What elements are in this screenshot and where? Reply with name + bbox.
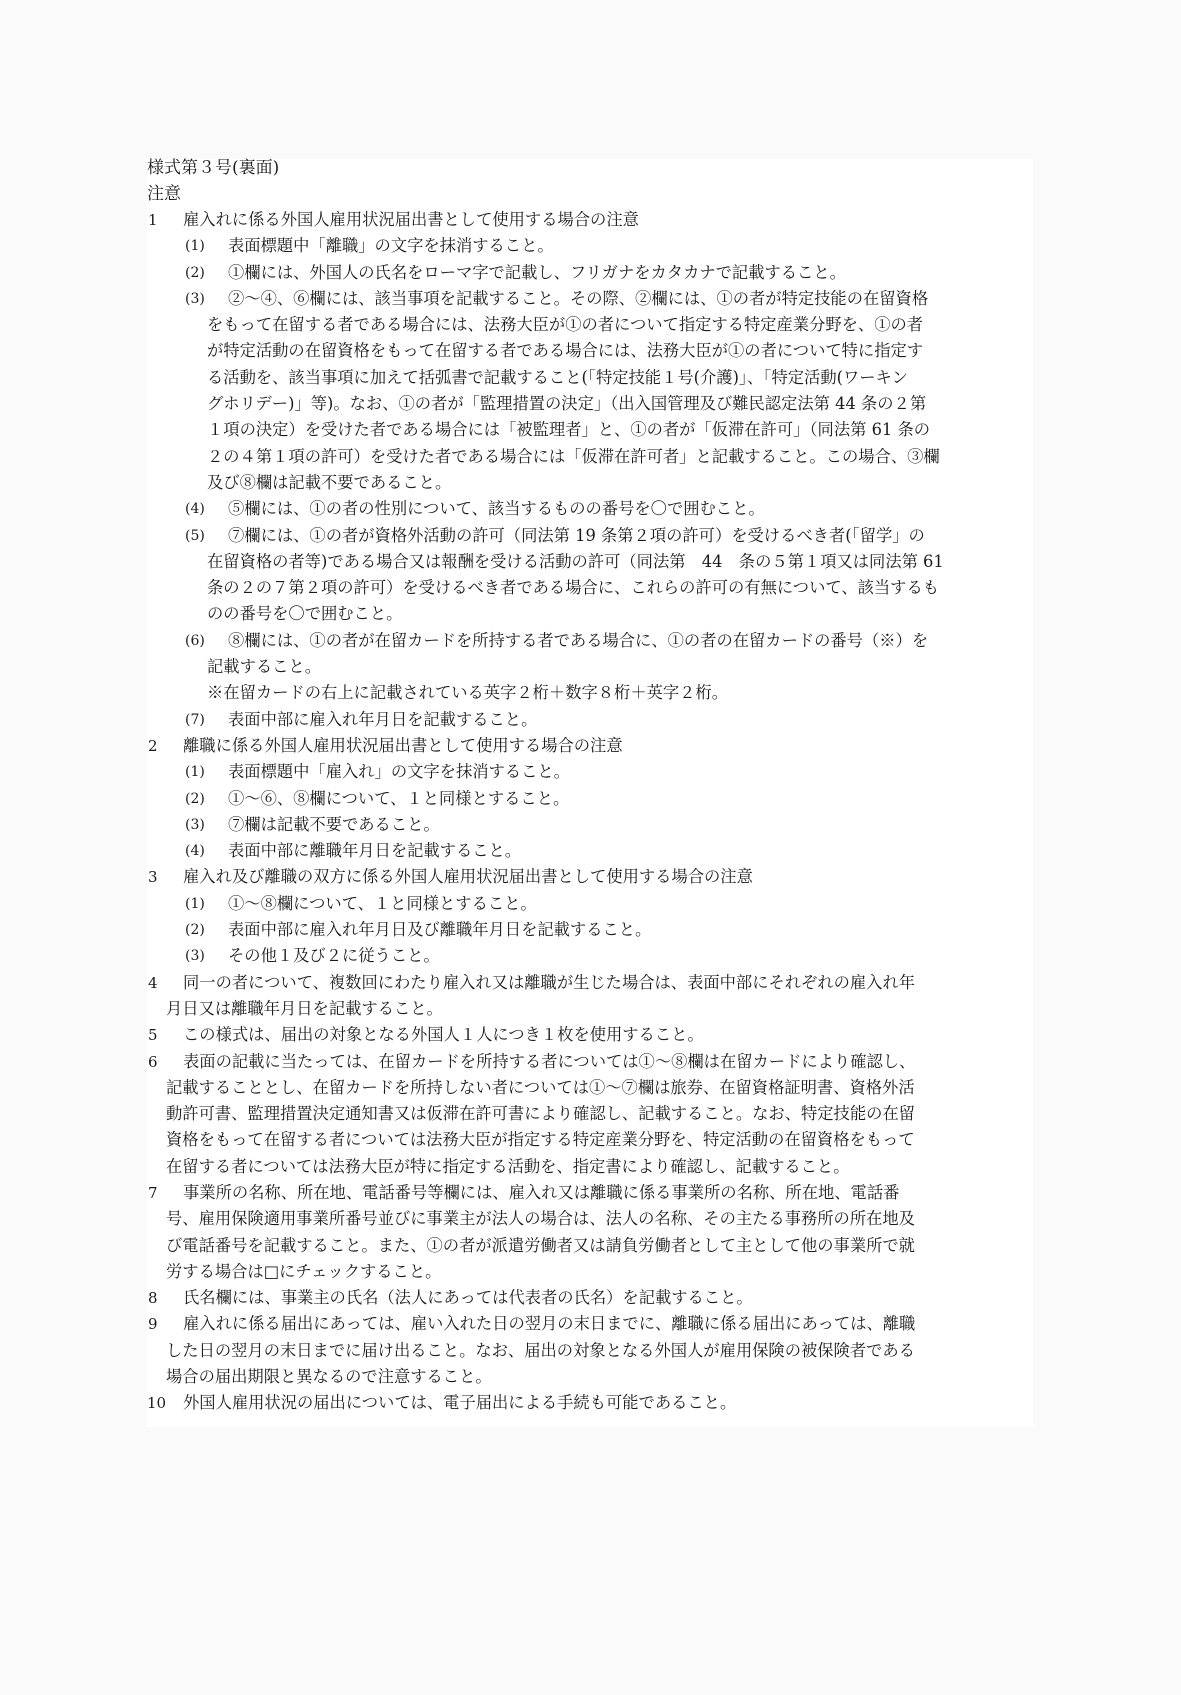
- section-number: 4: [148, 973, 158, 992]
- item-text-continued: １項の決定）を受けた者である場合には「被監理者」と、①の者が「仮滞在許可」（同法第 61 条の: [207, 420, 931, 440]
- item-text-continued: をもって在留する者である場合には、法務大臣が①の者について指定する特定産業分野を、①の者: [207, 315, 924, 335]
- item-text-continued: 及び⑧欄は記載不要であること。: [207, 472, 452, 492]
- item-text-continued: 在留資格の者等)である場合又は報酬を受ける活動の許可（同法第 44 条の５第１項又は同法第 61: [207, 551, 944, 571]
- section-text: 外国人雇用状況の届出については、電子届出による手続も可能であること。: [183, 1393, 737, 1413]
- section-number: 1: [148, 211, 158, 229]
- notes-list: [147, 207, 1037, 1417]
- item-text-continued: る活動を、該当事項に加えて括弧書で記載すること(「特定技能１号(介護)」、「特定活動(ワーキン: [207, 367, 908, 387]
- section-number: 6: [148, 1052, 158, 1071]
- item-number: (1): [185, 238, 205, 255]
- section-text: 表面の記載に当たっては、在留カードを所持する者については①～⑧欄は在留カードにより確認し、: [183, 1051, 916, 1071]
- section-text-continued: 在留する者については法務大臣が特に指定する活動を、指定書により確認し、記載すること。: [166, 1156, 850, 1176]
- item-text: ⑧欄には、①の者が在留カードを所持する者である場合に、①の者の在留カードの番号（※）を: [228, 630, 929, 650]
- notes-heading: 注意: [147, 184, 181, 204]
- section-text: 雇入れ及び離職の双方に係る外国人雇用状況届出書として使用する場合の注意: [183, 867, 753, 887]
- section-text: 同一の者について、複数回にわたり雇入れ又は離職が生じた場合は、表面中部にそれぞれの雇入れ年: [183, 972, 916, 992]
- note-section-7: [147, 1180, 1037, 1285]
- note-section-8: [147, 1285, 1037, 1311]
- section-number: 10: [147, 1394, 167, 1413]
- item-text-continued: が特定活動の在留資格をもって在留する者である場合には、法務大臣が①の者について特に指定す: [207, 341, 924, 361]
- section-text-continued: 資格をもって在留する者については法務大臣が指定する特定産業分野を、特定活動の在留資格をもって: [166, 1130, 915, 1150]
- section-text-continued: 月日又は離職年月日を記載すること。: [166, 998, 443, 1018]
- item-text-continued: 記載すること。: [207, 657, 321, 677]
- item-number: (5): [185, 527, 205, 544]
- note-section-4: [147, 970, 1037, 1023]
- item-number: (3): [185, 816, 205, 833]
- note-item: [166, 260, 1037, 286]
- section-number: 5: [148, 1026, 158, 1045]
- note-item: [166, 523, 1037, 628]
- item-text: その他１及び２に従うこと。: [228, 946, 440, 966]
- section-number: 9: [148, 1315, 158, 1334]
- item-text: 表面中部に雇入れ年月日及び離職年月日を記載すること。: [228, 920, 652, 940]
- note-item: [166, 812, 1037, 838]
- item-number: (2): [185, 264, 205, 281]
- section-number: 2: [148, 736, 158, 755]
- item-number: (6): [185, 632, 205, 649]
- section-text: この様式は、届出の対象となる外国人１人につき１枚を使用すること。: [183, 1025, 704, 1045]
- section-text-continued: 労する場合は□にチェックすること。: [166, 1261, 442, 1281]
- note-section-3: [147, 864, 1037, 969]
- section-text-continued: した日の翌月の末日までに届け出ること。なお、届出の対象となる外国人が雇用保険の被保険者である: [166, 1340, 915, 1360]
- item-text-continued: のの番号を〇で囲むこと。: [207, 604, 403, 624]
- section-text: 雇入れに係る外国人雇用状況届出書として使用する場合の注意: [183, 210, 639, 229]
- note-item: [166, 917, 1037, 943]
- item-text-continued: ２の４第１項の許可）を受けた者である場合には「仮滞在許可者」と記載すること。この場合、③欄: [207, 446, 940, 466]
- item-number: (4): [185, 843, 205, 860]
- item-number: (4): [185, 501, 205, 518]
- section-number: 8: [148, 1289, 158, 1308]
- note-section-9: [147, 1311, 1037, 1390]
- item-text: ①～⑥、⑧欄について、１と同様とすること。: [228, 788, 570, 808]
- section-text-continued: び電話番号を記載すること。また、①の者が派遣労働者又は請負労働者として主として他の事業所で就: [166, 1235, 915, 1255]
- note-section-6: [147, 1049, 1037, 1180]
- item-text-continued: ※在留カードの右上に記載されている英字２桁＋数字８桁＋英字２桁。: [207, 683, 729, 703]
- note-item: [166, 786, 1037, 812]
- note-section-2: [147, 733, 1037, 864]
- item-number: (3): [185, 948, 205, 965]
- item-text: ⑤欄には、①の者の性別について、該当するものの番号を〇で囲むこと。: [228, 499, 765, 519]
- section-text-continued: 号、雇用保険適用事業所番号並びに事業主が法人の場合は、法人の名称、その主たる事務所の所在地及: [166, 1209, 915, 1229]
- note-section-5: [147, 1022, 1037, 1048]
- note-item: [166, 891, 1037, 917]
- section-text: 雇入れに係る届出にあっては、雇い入れた日の翌月の末日までに、離職に係る届出にあっては、離職: [183, 1314, 916, 1334]
- note-section-1: [147, 207, 1037, 733]
- form-title: 様式第３号(裏面): [147, 158, 280, 178]
- item-text: ①欄には、外国人の氏名をローマ字で記載し、フリガナをカタカナで記載すること。: [228, 262, 846, 282]
- section-text-continued: 記載することとし、在留カードを所持しない者については①～⑦欄は旅券、在留資格証明書、資格外活: [166, 1077, 915, 1097]
- note-item: [166, 496, 1037, 522]
- section-text: 事業所の名称、所在地、電話番号等欄には、雇入れ又は離職に係る事業所の名称、所在地、電話番: [183, 1182, 900, 1202]
- item-text: 表面標題中「雇入れ」の文字を抹消すること。: [228, 762, 570, 782]
- note-item: [166, 286, 1037, 496]
- item-text: 表面中部に雇入れ年月日を記載すること。: [228, 709, 538, 729]
- item-number: (7): [185, 711, 205, 728]
- note-item: [166, 943, 1037, 969]
- note-item: [166, 759, 1037, 785]
- item-number: (2): [185, 790, 205, 807]
- section-text: 離職に係る外国人雇用状況届出書として使用する場合の注意: [183, 735, 623, 755]
- note-section-10: [147, 1390, 1037, 1416]
- section-text-continued: 場合の届出期限と異なるので注意すること。: [166, 1367, 492, 1387]
- section-number: 7: [148, 1183, 158, 1202]
- item-number: (3): [185, 290, 205, 307]
- item-number: (2): [185, 922, 205, 939]
- item-text: ⑦欄は記載不要であること。: [228, 814, 440, 834]
- note-item: [166, 233, 1037, 259]
- section-text-continued: 動許可書、監理措置決定通知書又は仮滞在許可書により確認し、記載すること。なお、特定技能の在留: [166, 1104, 915, 1124]
- note-item: [166, 838, 1037, 864]
- item-text-continued: グホリデー)」等)。なお、①の者が「監理措置の決定」（出入国管理及び難民認定法第 44 条の２第: [207, 394, 927, 414]
- item-text: ⑦欄には、①の者が資格外活動の許可（同法第 19 条第２項の許可）を受けるべき者(「留学」の: [228, 525, 925, 545]
- note-item: [166, 628, 1037, 707]
- item-text: ①～⑧欄について、１と同様とすること。: [228, 893, 537, 913]
- section-number: 3: [148, 868, 158, 887]
- item-text: 表面標題中「離職」の文字を抹消すること。: [228, 236, 554, 256]
- note-item: [166, 707, 1037, 733]
- item-text: 表面中部に離職年月日を記載すること。: [228, 841, 522, 861]
- item-number: (1): [185, 895, 205, 912]
- item-number: (1): [185, 764, 205, 781]
- item-text-continued: 条の２の７第２項の許可）を受けるべき者である場合に、これらの許可の有無について、該当するも: [207, 578, 940, 598]
- item-text: ②～④、⑥欄には、該当事項を記載すること。その際、②欄には、①の者が特定技能の在留資格: [228, 288, 929, 308]
- section-text: 氏名欄には、事業主の氏名（法人にあっては代表者の氏名）を記載すること。: [183, 1288, 753, 1308]
